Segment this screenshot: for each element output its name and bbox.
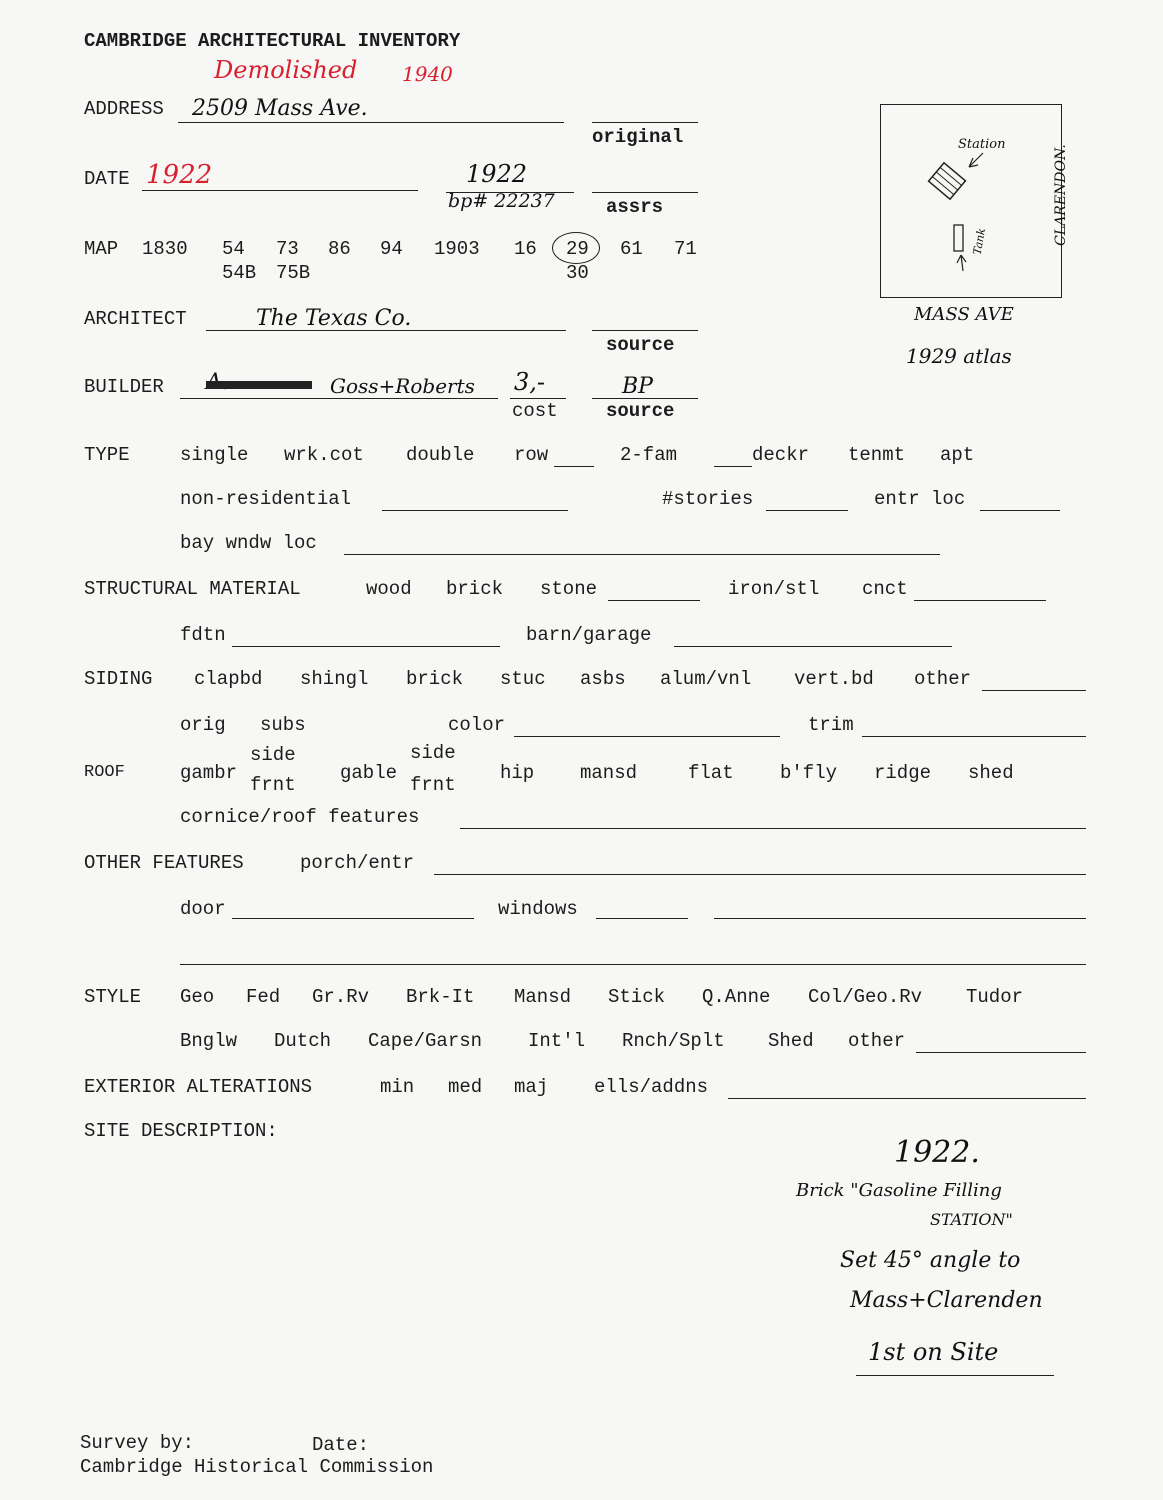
roof-mansd: mansd [580, 762, 638, 784]
style-q-anne: Q.Anne [702, 986, 771, 1008]
map-54: 54 [222, 238, 245, 260]
roof-hip: hip [500, 762, 535, 784]
sketch-front-street: MASS AVE [914, 304, 1014, 325]
other-features-label: OTHER FEATURES [84, 852, 244, 874]
fdtn-line [232, 646, 500, 647]
roof-gable-side: side [410, 742, 456, 764]
original-line [592, 122, 698, 123]
map-29-circle [552, 232, 600, 264]
address-label: ADDRESS [84, 98, 164, 120]
style-other: other [848, 1030, 906, 1052]
exterior-maj: maj [514, 1076, 549, 1098]
style-geo: Geo [180, 986, 215, 1008]
style-rnch-splt: Rnch/Splt [622, 1030, 725, 1052]
map-1903: 1903 [434, 238, 480, 260]
architect-label: ARCHITECT [84, 308, 187, 330]
type-tenmt: tenmt [848, 444, 906, 466]
style-col-geo-rv: Col/Geo.Rv [808, 986, 923, 1008]
original-label: original [592, 126, 684, 148]
siding-other: other [914, 668, 972, 690]
map-71: 71 [674, 238, 697, 260]
structural-brick: brick [446, 578, 504, 600]
windows-extra-line [714, 918, 1086, 919]
entr-loc-label: entr loc [874, 488, 966, 510]
roof-bfly: b'fly [780, 762, 838, 784]
porch-line [434, 874, 1086, 875]
style-intl: Int'l [528, 1030, 586, 1052]
structural-wood: wood [366, 578, 412, 600]
commission-name: Cambridge Historical Commission [80, 1456, 434, 1478]
site-note-line2: STATION" [930, 1210, 1013, 1229]
style-fed: Fed [246, 986, 281, 1008]
siding-asbs: asbs [580, 668, 626, 690]
map-61: 61 [620, 238, 643, 260]
porch-label: porch/entr [300, 852, 415, 874]
sketch-side-street: CLARENDON. [1052, 144, 1069, 246]
assrs-label: assrs [606, 196, 664, 218]
site-note-line1: Brick "Gasoline Filling [796, 1180, 1002, 1201]
exterior-med: med [448, 1076, 483, 1098]
cornice-label: cornice/roof features [180, 806, 420, 828]
architect-value: The Texas Co. [256, 306, 412, 331]
type-wrk-cot: wrk.cot [284, 444, 364, 466]
architect-source-line [592, 330, 698, 331]
sketch-station-label: Station [958, 137, 1006, 152]
map-75b: 75B [276, 262, 311, 284]
style-label: STYLE [84, 986, 142, 1008]
type-2fam: 2-fam [620, 444, 678, 466]
ells-addns-line [728, 1098, 1086, 1099]
windows-label: windows [498, 898, 578, 920]
trim-line [862, 736, 1086, 737]
builder-line [180, 398, 498, 399]
structural-iron-stl: iron/stl [728, 578, 820, 600]
bp-number: bp# 22237 [448, 190, 555, 212]
site-note-line3: Set 45° angle to [840, 1248, 1021, 1273]
siding-shingl: shingl [300, 668, 369, 690]
roof-gable-frnt: frnt [410, 774, 456, 796]
siding-orig: orig [180, 714, 226, 736]
cost-line [510, 398, 566, 399]
builder-source-label: source [606, 400, 675, 422]
builder-value: Goss+Roberts [330, 374, 475, 398]
roof-gambr: gambr [180, 762, 238, 784]
address-value: 2509 Mass Ave. [192, 96, 368, 121]
site-note-line4: Mass+Clarenden [850, 1288, 1043, 1313]
style-tudor: Tudor [966, 986, 1024, 1008]
exterior-min: min [380, 1076, 415, 1098]
map-1830: 1830 [142, 238, 188, 260]
siding-clapbd: clapbd [194, 668, 263, 690]
non-residential-line [382, 510, 568, 511]
bp-year: 1922 [466, 160, 528, 188]
roof-gable: gable [340, 762, 398, 784]
siding-stuc: stuc [500, 668, 546, 690]
stories-label: #stories [662, 488, 754, 510]
type-row-line [554, 466, 594, 467]
assrs-line [592, 192, 698, 193]
map-73: 73 [276, 238, 299, 260]
style-stick: Stick [608, 986, 666, 1008]
windows-line [596, 918, 688, 919]
roof-gambr-frnt: frnt [250, 774, 296, 796]
survey-by-label: Survey by: [80, 1432, 195, 1454]
exterior-alterations-label: EXTERIOR ALTERATIONS [84, 1076, 313, 1098]
bay-wndw-loc-line [344, 554, 940, 555]
map-30: 30 [566, 262, 589, 284]
type-deckr-line [714, 466, 752, 467]
roof-shed: shed [968, 762, 1014, 784]
cost-label: cost [512, 400, 558, 422]
roof-flat: flat [688, 762, 734, 784]
style-other-line [916, 1052, 1086, 1053]
features-extra-line [180, 964, 1086, 965]
non-residential-label: non-residential [180, 488, 352, 510]
address-line [178, 122, 564, 123]
map-29: 29 [566, 238, 589, 260]
map-94: 94 [380, 238, 403, 260]
style-bnglw: Bnglw [180, 1030, 238, 1052]
siding-label: SIDING [84, 668, 153, 690]
bay-wndw-loc-label: bay wndw loc [180, 532, 317, 554]
stories-line [766, 510, 848, 511]
door-label: door [180, 898, 226, 920]
date-line [142, 190, 418, 191]
roof-ridge: ridge [874, 762, 932, 784]
site-note-year: 1922. [894, 1135, 980, 1170]
siding-alum-vnl: alum/vnl [660, 668, 752, 690]
style-mansd: Mansd [514, 986, 572, 1008]
date-value: 1922 [146, 160, 213, 190]
color-label: color [448, 714, 506, 736]
exterior-ells-addns: ells/addns [594, 1076, 709, 1098]
cornice-line [460, 828, 1086, 829]
site-description-label: SITE DESCRIPTION: [84, 1120, 278, 1142]
structural-cnct-line [914, 600, 1046, 601]
siding-subs: subs [260, 714, 306, 736]
siding-other-line [982, 690, 1086, 691]
sketch-drawing [881, 105, 1061, 297]
type-double: double [406, 444, 475, 466]
site-sketch [880, 104, 1062, 298]
style-shed: Shed [768, 1030, 814, 1052]
map-54b: 54B [222, 262, 257, 284]
style-gr-rv: Gr.Rv [312, 986, 370, 1008]
type-single: single [180, 444, 249, 466]
barn-garage-line [674, 646, 952, 647]
survey-date-label: Date: [312, 1434, 370, 1456]
demolished-note: Demolished [214, 56, 358, 84]
siding-brick: brick [406, 668, 464, 690]
sketch-atlas-note: 1929 atlas [906, 344, 1012, 368]
structural-stone: stone [540, 578, 598, 600]
color-line [514, 736, 780, 737]
trim-label: trim [808, 714, 854, 736]
fdtn-label: fdtn [180, 624, 226, 646]
builder-source-value: BP [622, 374, 653, 399]
door-line [232, 918, 474, 919]
date-label: DATE [84, 168, 130, 190]
type-apt: apt [940, 444, 975, 466]
roof-label: ROOF [84, 763, 125, 782]
demolished-year: 1940 [402, 62, 453, 86]
style-dutch: Dutch [274, 1030, 332, 1052]
form-title: CAMBRIDGE ARCHITECTURAL INVENTORY [84, 30, 461, 52]
type-deckr: deckr [752, 444, 810, 466]
sketch-tank-label: Tank [970, 227, 989, 256]
structural-cnct: cnct [862, 578, 908, 600]
style-cape-garsn: Cape/Garsn [368, 1030, 483, 1052]
structural-label: STRUCTURAL MATERIAL [84, 578, 301, 600]
site-note-line5: 1st on Site [868, 1338, 999, 1366]
architect-source-label: source [606, 334, 675, 356]
style-brk-it: Brk-It [406, 986, 475, 1008]
site-note-underline [856, 1375, 1054, 1376]
structural-stone-line [608, 600, 700, 601]
map-86: 86 [328, 238, 351, 260]
builder-strikeout [206, 381, 312, 389]
type-label: TYPE [84, 444, 130, 466]
cost-value: 3,- [514, 368, 546, 396]
type-row: row [514, 444, 549, 466]
entr-loc-line [980, 510, 1060, 511]
barn-garage-label: barn/garage [526, 624, 652, 646]
map-label: MAP [84, 238, 119, 260]
roof-gambr-side: side [250, 744, 296, 766]
builder-label: BUILDER [84, 376, 164, 398]
siding-vert-bd: vert.bd [794, 668, 874, 690]
map-16: 16 [514, 238, 537, 260]
